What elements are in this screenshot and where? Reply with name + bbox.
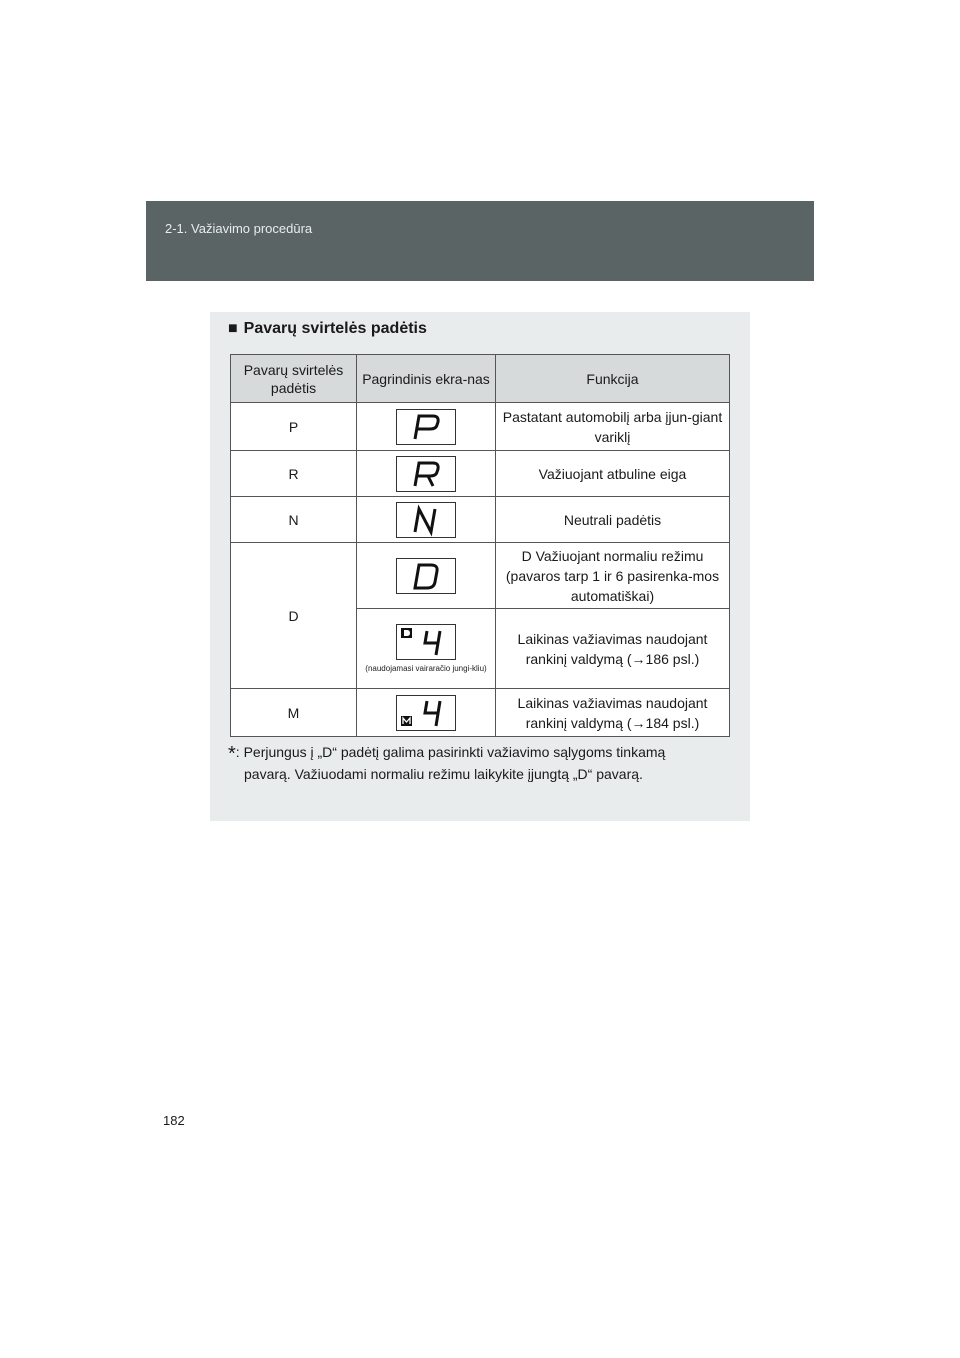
display-note: (naudojamasi vairaračio jungi-kliu) (365, 663, 487, 673)
lcd-R-icon (396, 456, 456, 492)
display-cell (357, 543, 496, 609)
lcd-P-icon (396, 409, 456, 445)
table-row (231, 689, 730, 737)
position-cell: D (231, 543, 357, 689)
table-row (231, 451, 730, 497)
gear-position-table (230, 354, 730, 737)
function-cell: Neutrali padėtis (496, 497, 730, 543)
footnote-line-1: : Perjungus į „D“ padėtį galima pasirinkti važiavimo sąlygoms tinkamą (235, 744, 666, 760)
function-cell: Važiuojant atbuline eiga (496, 451, 730, 497)
display-cell (357, 451, 496, 497)
section-title-text: Pavarų svirtelės padėtis (243, 320, 427, 337)
lcd-D-icon (396, 558, 456, 594)
section-breadcrumb: 2-1. Važiavimo procedūra (165, 221, 313, 236)
table-header-row (231, 355, 730, 403)
function-cell: D Važiuojant normaliu režimu (pavaros tarp 1 ir 6 pasirenka-mos automatiškai) (496, 543, 730, 609)
display-cell (357, 403, 496, 451)
info-panel (210, 312, 750, 821)
lcd-D4-icon (396, 624, 456, 660)
lcd-M4-icon (396, 695, 456, 731)
square-bullet-icon: ■ (228, 320, 238, 337)
table-row (231, 403, 730, 451)
column-header-function: Funkcija (496, 355, 730, 403)
table-row (231, 543, 730, 609)
lcd-N-icon (396, 502, 456, 538)
header-band (146, 201, 814, 281)
display-cell (357, 609, 496, 689)
position-cell: R (231, 451, 357, 497)
column-header-display: Pagrindinis ekra-nas (357, 355, 496, 403)
display-cell (357, 497, 496, 543)
table-row (231, 497, 730, 543)
footnote-marker: * (228, 743, 236, 765)
function-cell: Laikinas važiavimas naudojant rankinį valdymą (→184 psl.) (496, 689, 730, 737)
section-title (228, 320, 427, 338)
position-cell: N (231, 497, 357, 543)
column-header-position: Pavarų svirtelės padėtis (231, 355, 357, 403)
function-cell: Pastatant automobilį arba įjun-giant variklį (496, 403, 730, 451)
display-cell (357, 689, 496, 737)
page-number: 182 (163, 1113, 185, 1128)
footnote-line-2: pavarą. Važiuodami normaliu režimu laikykite įjungtą „D“ pavarą. (244, 766, 643, 782)
function-cell: Laikinas važiavimas naudojant rankinį valdymą (→186 psl.) (496, 609, 730, 689)
footnote (228, 742, 728, 784)
position-cell: P (231, 403, 357, 451)
position-cell: M (231, 689, 357, 737)
